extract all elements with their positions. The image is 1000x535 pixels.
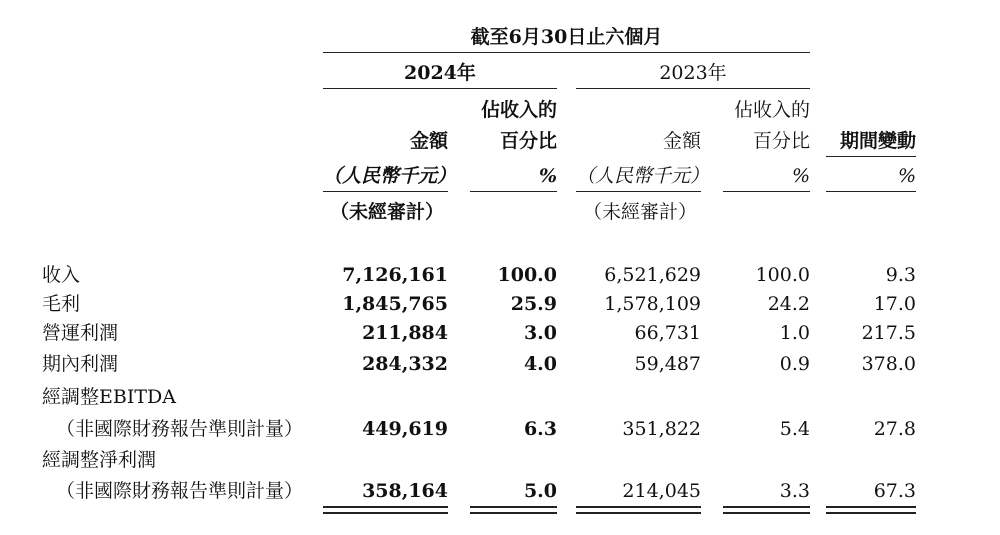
table-cell: 9.3 — [885, 264, 916, 286]
table-cell: 1.0 — [779, 322, 810, 344]
unit-rule-p2023 — [723, 191, 810, 192]
total-rule-p2024-bottom — [470, 512, 557, 514]
total-rule-a2023-top — [576, 506, 701, 508]
table-cell: 378.0 — [861, 353, 916, 375]
table-cell: 214,045 — [622, 480, 701, 502]
row-label-revenue: 收入 — [42, 264, 81, 286]
change-heading: 期間變動 — [839, 130, 916, 152]
year-2023-heading: 2023年 — [659, 62, 727, 84]
table-cell: 4.0 — [523, 353, 557, 375]
table-cell: 1,845,765 — [342, 293, 448, 315]
row-label-adjusted-net-profit: 經調整淨利潤 — [42, 449, 157, 471]
period-heading: 截至6月30日止六個月 — [470, 26, 663, 48]
table-cell: 284,332 — [362, 353, 448, 375]
pct-heading-2023-line2: 百分比 — [752, 130, 810, 152]
total-rule-change-bottom — [826, 512, 916, 514]
table-cell: 7,126,161 — [342, 264, 448, 286]
table-cell: 66,731 — [634, 322, 701, 344]
row-label-period-profit: 期內利潤 — [42, 353, 119, 375]
total-rule-p2023-bottom — [723, 512, 810, 514]
total-rule-change-top — [826, 506, 916, 508]
pct-heading-2024-line2: 百分比 — [499, 130, 557, 152]
table-cell: 6,521,629 — [604, 264, 701, 286]
table-cell: 351,822 — [622, 418, 701, 440]
table-cell: 27.8 — [873, 418, 916, 440]
unit-rule-p2024 — [470, 191, 557, 192]
row-label-operating-profit: 營運利潤 — [42, 322, 119, 344]
total-rule-a2024-bottom — [323, 512, 448, 514]
table-cell: 24.2 — [767, 293, 810, 315]
unit-rule-change — [826, 191, 916, 192]
table-cell: 3.3 — [779, 480, 810, 502]
table-cell: 0.9 — [779, 353, 810, 375]
table-cell: 5.0 — [523, 480, 557, 502]
table-cell: 25.9 — [510, 293, 557, 315]
row-sublabel-non-ifrs: （非國際財務報告準則計量） — [56, 480, 304, 502]
unaudited-2023: （未經審計） — [583, 201, 698, 223]
table-cell: 3.0 — [523, 322, 557, 344]
unit-pct-change: % — [897, 165, 916, 187]
table-cell: 449,619 — [362, 418, 448, 440]
table-cell: 59,487 — [634, 353, 701, 375]
year-2024-rule — [323, 88, 557, 89]
unit-rule-a2024 — [323, 191, 448, 192]
total-rule-a2023-bottom — [576, 512, 701, 514]
period-rule — [323, 52, 810, 53]
total-rule-a2024-top — [323, 506, 448, 508]
total-rule-p2024-top — [470, 506, 557, 508]
table-cell: 6.3 — [523, 418, 557, 440]
year-2023-rule — [576, 88, 810, 89]
table-cell: 100.0 — [497, 264, 557, 286]
row-label-gross-profit: 毛利 — [42, 293, 81, 315]
unaudited-2024: （未經審計） — [330, 201, 445, 223]
table-cell: 17.0 — [873, 293, 916, 315]
unit-rule-a2023 — [576, 191, 701, 192]
unit-pct-2023: % — [791, 165, 810, 187]
table-cell: 5.4 — [779, 418, 810, 440]
unit-rmb-2024: （人民幣千元） — [323, 165, 457, 187]
unit-rmb-2023: （人民幣千元） — [576, 165, 710, 187]
table-cell: 100.0 — [755, 264, 810, 286]
table-cell: 358,164 — [362, 480, 448, 502]
amount-heading-2023: 金額 — [662, 130, 701, 152]
row-sublabel-non-ifrs: （非國際財務報告準則計量） — [56, 418, 304, 440]
table-cell: 67.3 — [873, 480, 916, 502]
change-heading-rule — [826, 156, 916, 157]
table-cell: 217.5 — [861, 322, 916, 344]
table-cell: 211,884 — [362, 322, 448, 344]
table-cell: 1,578,109 — [604, 293, 701, 315]
amount-heading-2024: 金額 — [409, 130, 448, 152]
total-rule-p2023-top — [723, 506, 810, 508]
unit-pct-2024: % — [538, 165, 557, 187]
pct-heading-2024-line1: 佔收入的 — [480, 99, 557, 121]
year-2024-heading: 2024年 — [404, 62, 476, 84]
pct-heading-2023-line1: 佔收入的 — [733, 99, 810, 121]
row-label-adjusted-ebitda: 經調整EBITDA — [42, 386, 176, 408]
